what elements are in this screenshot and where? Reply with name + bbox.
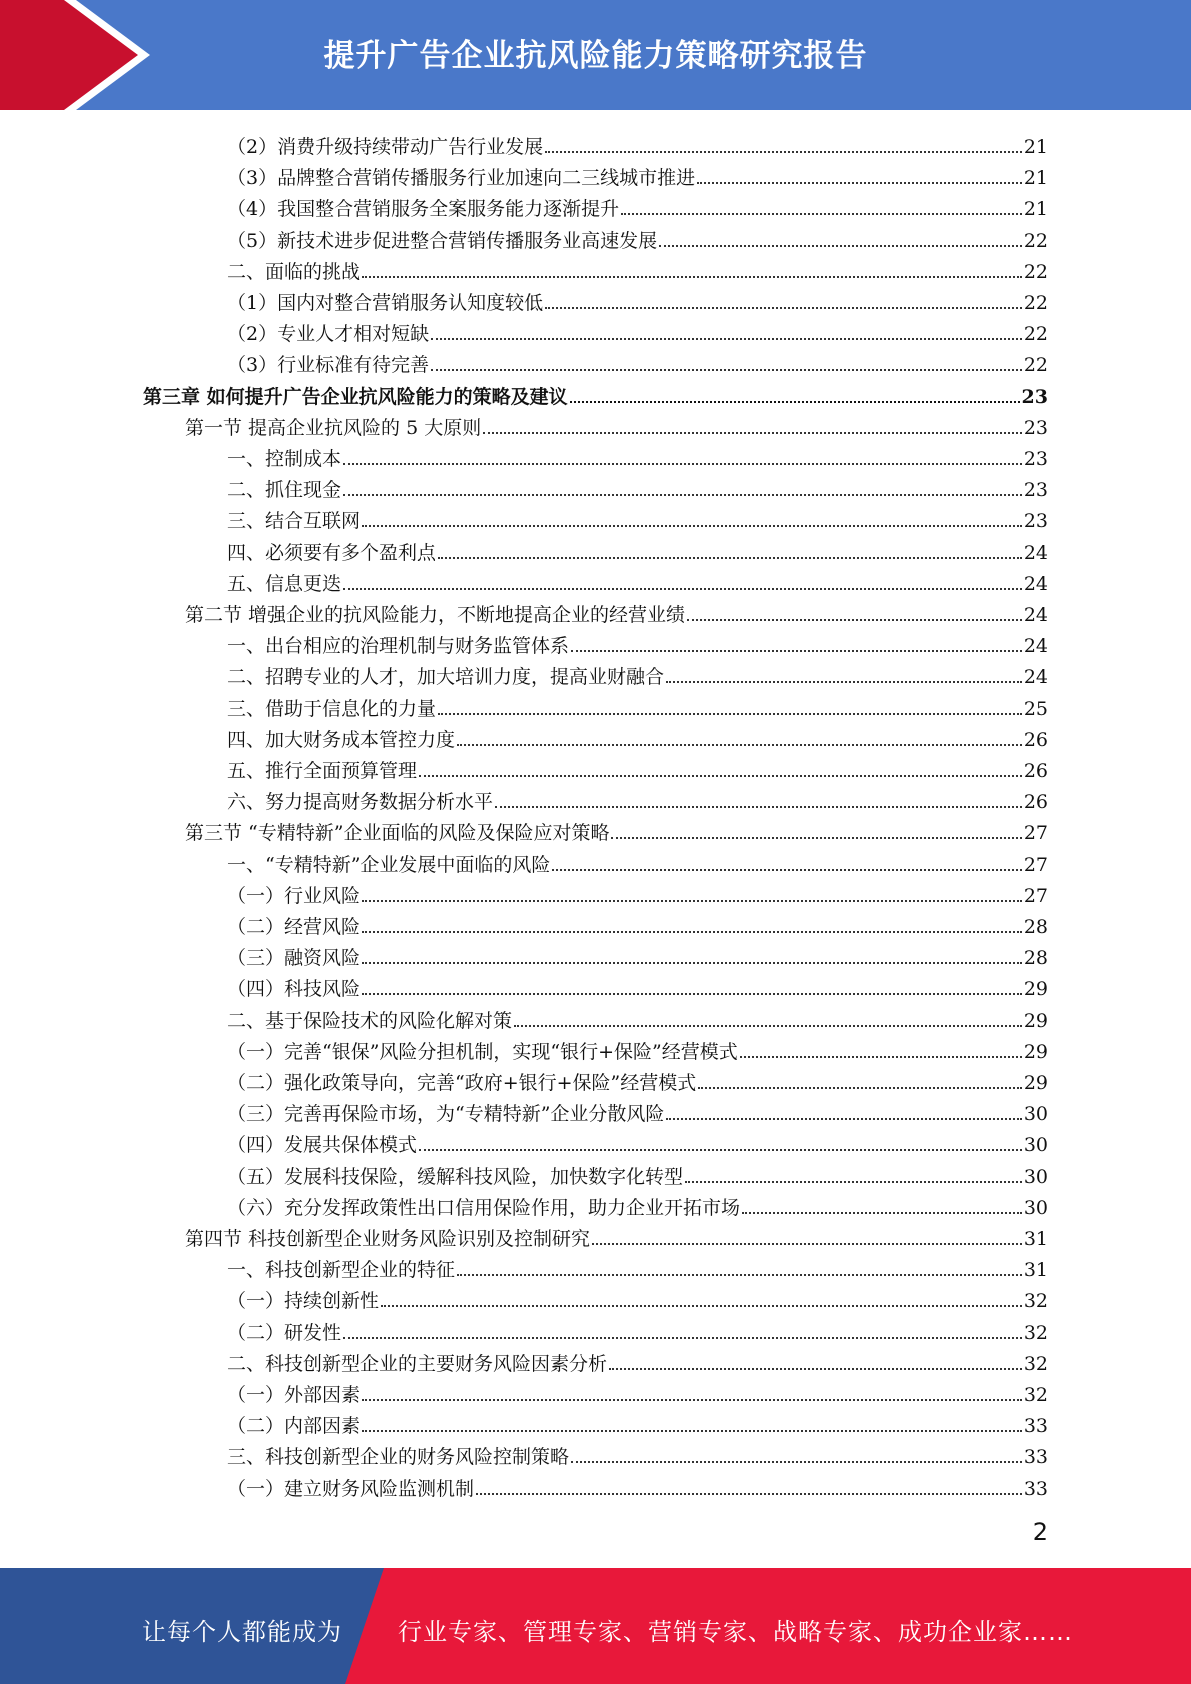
toc-leader-dots xyxy=(571,649,1022,652)
toc-entry-title: 一、科技创新型企业的特征 xyxy=(227,1259,456,1282)
toc-entry[interactable] xyxy=(227,440,1048,471)
toc-leader-dots xyxy=(362,992,1022,995)
toc-entry-title: （二）内部因素 xyxy=(227,1415,361,1438)
toc-entry[interactable] xyxy=(227,565,1048,596)
toc-entry[interactable] xyxy=(227,128,1048,159)
toc-leader-dots xyxy=(457,743,1022,746)
toc-entry[interactable] xyxy=(227,1345,1048,1376)
toc-entry-page: 33 xyxy=(1023,1415,1048,1438)
toc-entry[interactable] xyxy=(185,1220,1048,1251)
toc-entry-title: （三）完善再保险市场，为“专精特新”企业分散风险 xyxy=(227,1103,665,1126)
toc-leader-dots xyxy=(483,431,1022,434)
toc-entry-page: 31 xyxy=(1023,1259,1048,1282)
toc-entry-page: 30 xyxy=(1023,1134,1048,1157)
toc-leader-dots xyxy=(495,805,1022,808)
toc-entry-page: 26 xyxy=(1023,728,1048,751)
toc-entry[interactable] xyxy=(227,1407,1048,1438)
toc-leader-dots xyxy=(742,1211,1022,1214)
toc-entry[interactable] xyxy=(227,1064,1048,1095)
toc-entry[interactable] xyxy=(227,534,1048,565)
toc-entry[interactable] xyxy=(227,1314,1048,1345)
toc-entry-page: 28 xyxy=(1023,916,1048,938)
toc-leader-dots xyxy=(343,493,1022,496)
toc-entry[interactable] xyxy=(227,939,1048,970)
toc-entry-title: 第一节 提高企业抗风险的 5 大原则 xyxy=(185,416,482,439)
toc-entry-title: （一）行业风险 xyxy=(227,884,361,907)
toc-entry-title: （二）强化政策导向，完善“政府+银行+保险”经营模式 xyxy=(227,1072,697,1094)
toc-leader-dots xyxy=(685,1180,1022,1183)
toc-leader-dots xyxy=(740,1055,1022,1058)
toc-entry[interactable] xyxy=(227,690,1048,721)
toc-leader-dots xyxy=(438,712,1022,715)
toc-entry-page: 33 xyxy=(1023,1477,1048,1500)
toc-entry[interactable] xyxy=(227,253,1048,284)
toc-leader-dots xyxy=(698,1086,1022,1089)
toc-entry[interactable] xyxy=(227,346,1048,377)
toc-entry-page: 28 xyxy=(1023,947,1048,970)
toc-entry[interactable] xyxy=(185,596,1048,627)
toc-entry-title: 六、努力提高财务数据分析水平 xyxy=(227,791,494,814)
toc-entry-title: （六）充分发挥政策性出口信用保险作用，助力企业开拓市场 xyxy=(227,1196,741,1219)
toc-leader-dots xyxy=(570,400,1020,403)
toc-entry-title: 第四节 科技创新型企业财务风险识别及控制研究 xyxy=(185,1228,591,1250)
toc-entry[interactable] xyxy=(227,1251,1048,1282)
toc-entry-page: 30 xyxy=(1023,1165,1048,1188)
toc-leader-dots xyxy=(697,181,1022,184)
toc-entry[interactable] xyxy=(227,1438,1048,1469)
toc-entry-page: 22 xyxy=(1023,323,1048,346)
toc-entry-title: 四、必须要有多个盈利点 xyxy=(227,541,437,564)
toc-entry-page: 23 xyxy=(1023,479,1048,502)
toc-entry[interactable] xyxy=(227,752,1048,783)
toc-entry-title: （四）科技风险 xyxy=(227,978,361,1001)
toc-entry-title: 第三章 如何提升广告企业抗风险能力的策略及建议 xyxy=(143,385,568,408)
toc-entry[interactable] xyxy=(227,284,1048,315)
toc-entry-page: 32 xyxy=(1023,1321,1048,1344)
toc-leader-dots xyxy=(362,930,1022,933)
toc-entry-page: 29 xyxy=(1023,1072,1048,1094)
toc-leader-dots xyxy=(476,1492,1022,1495)
toc-entry-title: （四）发展共保体模式 xyxy=(227,1134,418,1157)
toc-leader-dots xyxy=(621,212,1022,215)
toc-entry-page: 24 xyxy=(1023,635,1048,658)
page-number: 2 xyxy=(1032,1518,1048,1546)
toc-entry-page: 32 xyxy=(1023,1352,1048,1375)
page-header xyxy=(0,0,1191,110)
toc-entry-title: 五、推行全面预算管理 xyxy=(227,760,418,782)
footer-slogan-right: 行业专家、管理专家、营销专家、战略专家、成功企业家…… xyxy=(398,1618,1073,1646)
toc-leader-dots xyxy=(419,774,1022,777)
toc-entry-page: 24 xyxy=(1023,666,1048,689)
toc-leader-dots xyxy=(545,150,1022,153)
toc-leader-dots xyxy=(343,462,1022,465)
toc-entry-title: 二、招聘专业的人才，加大培训力度，提高业财融合 xyxy=(227,666,665,689)
toc-entry-title: （1）国内对整合营销服务认知度较低 xyxy=(227,292,544,314)
toc-entry[interactable] xyxy=(227,1470,1048,1501)
toc-entry-page: 29 xyxy=(1023,1040,1048,1063)
toc-leader-dots xyxy=(659,244,1022,247)
toc-entry-title: 一、“专精特新”企业发展中面临的风险 xyxy=(227,853,551,876)
toc-entry-page: 23 xyxy=(1021,385,1048,408)
toc-leader-dots xyxy=(381,1304,1022,1307)
toc-entry[interactable] xyxy=(227,627,1048,658)
toc-entry-page: 22 xyxy=(1023,260,1048,283)
toc-entry-page: 29 xyxy=(1023,978,1048,1001)
toc-entry[interactable] xyxy=(227,1189,1048,1220)
toc-entry-title: （一）持续创新性 xyxy=(227,1290,380,1313)
toc-entry-page: 22 xyxy=(1023,229,1048,252)
toc-entry[interactable] xyxy=(227,908,1048,939)
toc-entry-page: 23 xyxy=(1023,448,1048,470)
toc-leader-dots xyxy=(687,618,1022,621)
toc-entry-page: 23 xyxy=(1023,416,1048,439)
toc-entry[interactable] xyxy=(227,1002,1048,1033)
toc-entry-title: （一）外部因素 xyxy=(227,1384,361,1406)
toc-entry-page: 22 xyxy=(1023,354,1048,377)
toc-leader-dots xyxy=(666,680,1022,683)
toc-entry-page: 24 xyxy=(1023,572,1048,595)
toc-entry[interactable] xyxy=(227,1376,1048,1407)
toc-leader-dots xyxy=(609,1367,1022,1370)
toc-leader-dots xyxy=(362,961,1022,964)
toc-entry-title: 第二节 增强企业的抗风险能力，不断地提高企业的经营业绩 xyxy=(185,604,686,626)
toc-entry-page: 31 xyxy=(1023,1228,1048,1250)
toc-leader-dots xyxy=(362,524,1022,527)
toc-entry-title: 第三节 “专精特新”企业面临的风险及保险应对策略 xyxy=(185,822,610,845)
toc-entry-page: 30 xyxy=(1023,1196,1048,1219)
toc-entry-title: （二）研发性 xyxy=(227,1321,342,1344)
toc-entry-title: 一、控制成本 xyxy=(227,448,342,470)
toc-entry-title: （2）消费升级持续带动广告行业发展 xyxy=(227,136,544,158)
toc-entry-page: 33 xyxy=(1023,1446,1048,1469)
toc-entry-page: 24 xyxy=(1023,541,1048,564)
toc-entry[interactable] xyxy=(227,159,1048,190)
toc-leader-dots xyxy=(592,1242,1022,1245)
toc-entry-title: 二、面临的挑战 xyxy=(227,260,361,283)
toc-entry-title: 三、结合互联网 xyxy=(227,510,361,533)
toc-entry[interactable] xyxy=(227,190,1048,221)
toc-entry[interactable] xyxy=(227,471,1048,502)
toc-entry[interactable] xyxy=(143,378,1048,409)
toc-entry-title: （3）行业标准有待完善 xyxy=(227,354,430,377)
toc-entry-title: （一）完善“银保”风险分担机制，实现“银行+保险”经营模式 xyxy=(227,1040,738,1063)
toc-entry-page: 26 xyxy=(1023,791,1048,814)
toc-leader-dots xyxy=(362,899,1022,902)
toc-leader-dots xyxy=(343,1336,1022,1339)
toc-entry-title: 三、科技创新型企业的财务风险控制策略 xyxy=(227,1446,570,1469)
toc-leader-dots xyxy=(431,368,1022,371)
toc-entry-page: 30 xyxy=(1023,1103,1048,1126)
toc-leader-dots xyxy=(545,306,1022,309)
toc-entry-title: （2）专业人才相对短缺 xyxy=(227,323,430,346)
toc-entry-title: （一）建立财务风险监测机制 xyxy=(227,1477,475,1500)
toc-entry[interactable] xyxy=(227,1095,1048,1126)
toc-entry-page: 29 xyxy=(1023,1009,1048,1032)
toc-entry-page: 25 xyxy=(1023,697,1048,720)
toc-entry[interactable] xyxy=(227,783,1048,814)
page-footer xyxy=(0,1568,1191,1684)
toc-entry-title: （5）新技术进步促进整合营销传播服务业高速发展 xyxy=(227,229,658,252)
toc-entry-title: 三、借助于信息化的力量 xyxy=(227,697,437,720)
toc-leader-dots xyxy=(666,1117,1021,1120)
toc-entry[interactable] xyxy=(227,315,1048,346)
toc-entry[interactable] xyxy=(227,1282,1048,1313)
toc-entry-page: 32 xyxy=(1023,1384,1048,1406)
toc-entry-page: 26 xyxy=(1023,760,1048,782)
toc-entry-page: 21 xyxy=(1023,167,1048,190)
toc-entry-title: （二）经营风险 xyxy=(227,916,361,938)
toc-leader-dots xyxy=(362,275,1022,278)
toc-entry-title: 一、出台相应的治理机制与财务监管体系 xyxy=(227,635,570,658)
toc-leader-dots xyxy=(552,868,1021,871)
toc-entry[interactable] xyxy=(227,970,1048,1001)
toc-leader-dots xyxy=(343,587,1022,590)
toc-leader-dots xyxy=(611,836,1021,839)
toc-entry-page: 24 xyxy=(1023,604,1048,626)
toc-entry-title: 五、信息更迭 xyxy=(227,572,342,595)
footer-slogan-left: 让每个人都能成为 xyxy=(142,1618,342,1646)
toc-entry-page: 27 xyxy=(1023,884,1048,907)
document-title: 提升广告企业抗风险能力策略研究报告 xyxy=(323,38,868,74)
toc-leader-dots xyxy=(571,1460,1022,1463)
toc-entry-page: 27 xyxy=(1023,853,1048,876)
toc-entry[interactable] xyxy=(227,502,1048,533)
toc-leader-dots xyxy=(514,1024,1022,1027)
toc-entry-page: 32 xyxy=(1023,1290,1048,1313)
toc-leader-dots xyxy=(362,1429,1022,1432)
toc-entry-page: 23 xyxy=(1023,510,1048,533)
toc-entry-page: 27 xyxy=(1023,822,1048,845)
toc-entry-title: （3）品牌整合营销传播服务行业加速向二三线城市推进 xyxy=(227,167,696,190)
toc-entry-title: （五）发展科技保险，缓解科技风险，加快数字化转型 xyxy=(227,1165,684,1188)
toc-entry[interactable] xyxy=(227,222,1048,253)
toc-entry-title: （三）融资风险 xyxy=(227,947,361,970)
toc-entry[interactable] xyxy=(227,1158,1048,1189)
toc-entry[interactable] xyxy=(227,721,1048,752)
toc-entry[interactable] xyxy=(185,814,1048,845)
toc-entry-title: 二、科技创新型企业的主要财务风险因素分析 xyxy=(227,1352,608,1375)
toc-entry-title: 二、基于保险技术的风险化解对策 xyxy=(227,1009,513,1032)
toc-entry[interactable] xyxy=(227,658,1048,689)
toc-entry[interactable] xyxy=(227,877,1048,908)
toc-entry-title: 四、加大财务成本管控力度 xyxy=(227,728,456,751)
toc-leader-dots xyxy=(457,1273,1022,1276)
toc-leader-dots xyxy=(438,556,1022,559)
toc-entry[interactable] xyxy=(227,846,1048,877)
toc-entry-title: 二、抓住现金 xyxy=(227,479,342,502)
toc-entry-page: 21 xyxy=(1023,136,1048,158)
toc-entry[interactable] xyxy=(227,1126,1048,1157)
toc-leader-dots xyxy=(362,1398,1022,1401)
toc-leader-dots xyxy=(419,1148,1022,1151)
toc-leader-dots xyxy=(431,337,1022,340)
toc-entry[interactable] xyxy=(185,409,1048,440)
toc-entry[interactable] xyxy=(227,1033,1048,1064)
toc-entry-page: 21 xyxy=(1023,198,1048,221)
toc-entry-page: 22 xyxy=(1023,292,1048,314)
toc-entry-title: （4）我国整合营销服务全案服务能力逐渐提升 xyxy=(227,198,620,221)
